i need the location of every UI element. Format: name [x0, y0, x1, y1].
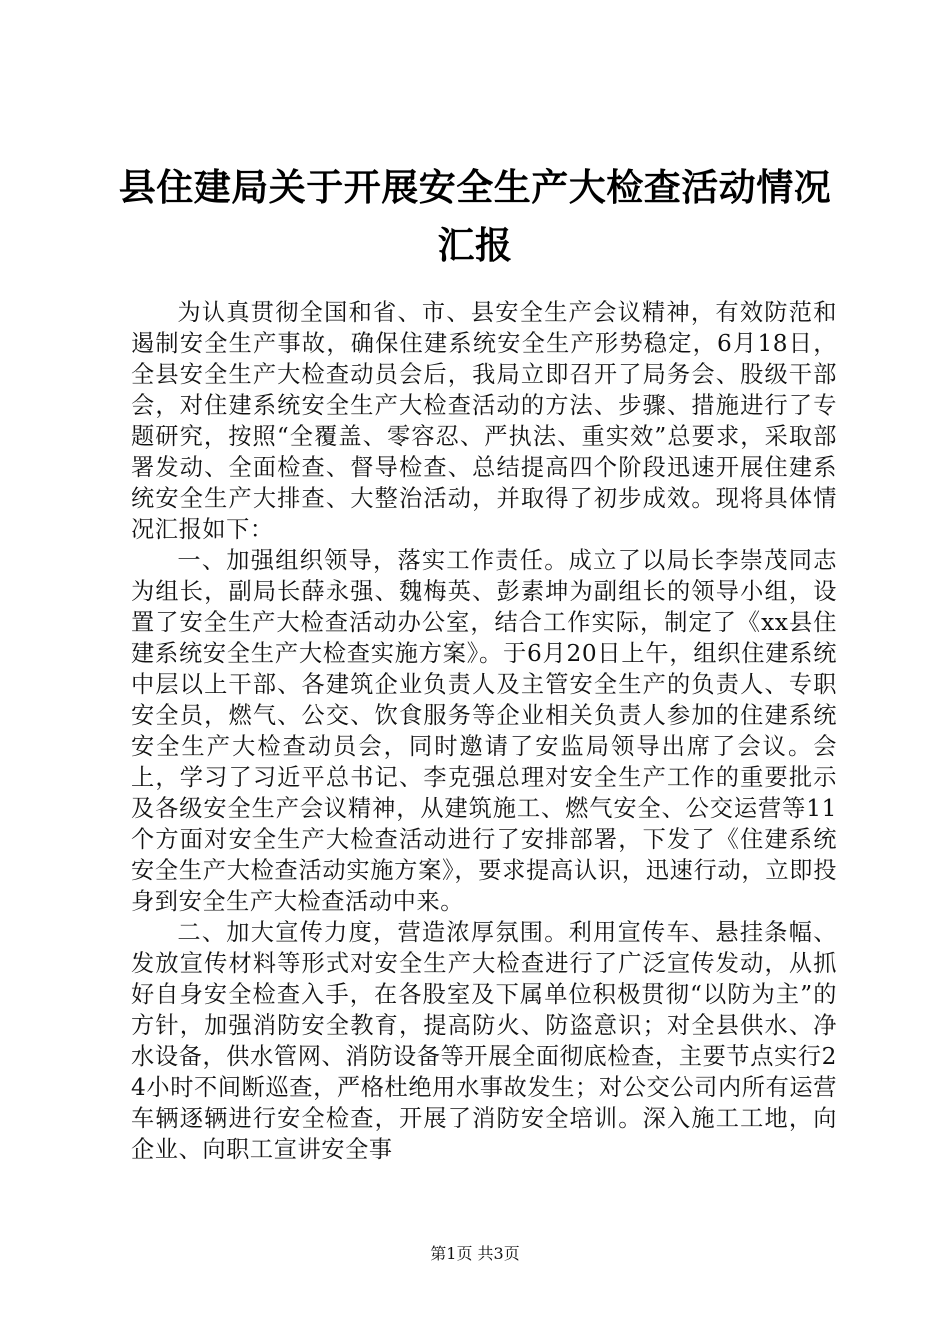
document-body — [131, 297, 837, 1165]
paragraph-intro: 为认真贯彻全国和省、市、县安全生产会议精神，有效防范和遏制安全生产事故，确保住建系统安全生产形势稳定，6月18日，全县安全生产大检查动员会后，我局立即召开了局务会、股级干部会，对住建系统安全生产大检查活动的方法、步骤、措施进行了专题研究，按照“全覆盖、零容忍、严执法、重实效”总要求，采取部署发动、全面检查、督导检查、总结提高四个阶段迅速开展住建系统安全生产大排查、大整治活动，并取得了初步成效。现将具体情况汇报如下： — [131, 299, 837, 543]
paragraph-section-1: 一、加强组织领导，落实工作责任。成立了以局长李崇茂同志为组长，副局长薛永强、魏梅英、彭素坤为副组长的领导小组，设置了安全生产大检查活动办公室，结合工作实际，制定了《xx县住建系统安全生产大检查实施方案》。于6月20日上午，组织住建系统中层以上干部、各建筑企业负责人及主管安全生产的负责人、专职安全员，燃气、公交、饮食服务等企业相关负责人参加的住建系统安全生产大检查动员会，同时邀请了安监局领导出席了会议。会上，学习了习近平总书记、李克强总理对安全生产工作的重要批示及各级安全生产会议精神，从建筑施工、燃气安全、公交运营等11个方面对安全生产大检查活动进行了安排部署，下发了《住建系统安全生产大检查活动实施方案》，要求提高认识，迅速行动，立即投身到安全生产大检查活动中来。 — [131, 547, 837, 915]
page-footer: 第1页 共3页 — [430, 1244, 520, 1263]
paragraph-section-2: 二、加大宣传力度，营造浓厚氛围。利用宣传车、悬挂条幅、发放宣传材料等形式对安全生产大检查进行了广泛宣传发动，从抓好自身安全检查入手，在各股室及下属单位积极贯彻“以防为主”的方针，加强消防安全教育，提高防火、防盗意识；对全县供水、净水设备，供水管网、消防设备等开展全面彻底检查，主要节点实行24小时不间断巡查，严格杜绝用水事故发生；对公交公司内所有运营车辆逐辆进行安全检查，开展了消防安全培训。深入施工工地，向企业、向职工宣讲安全事 — [131, 919, 837, 1163]
document-title: 县住建局关于开展安全生产大检查活动情况汇报 — [118, 165, 832, 267]
